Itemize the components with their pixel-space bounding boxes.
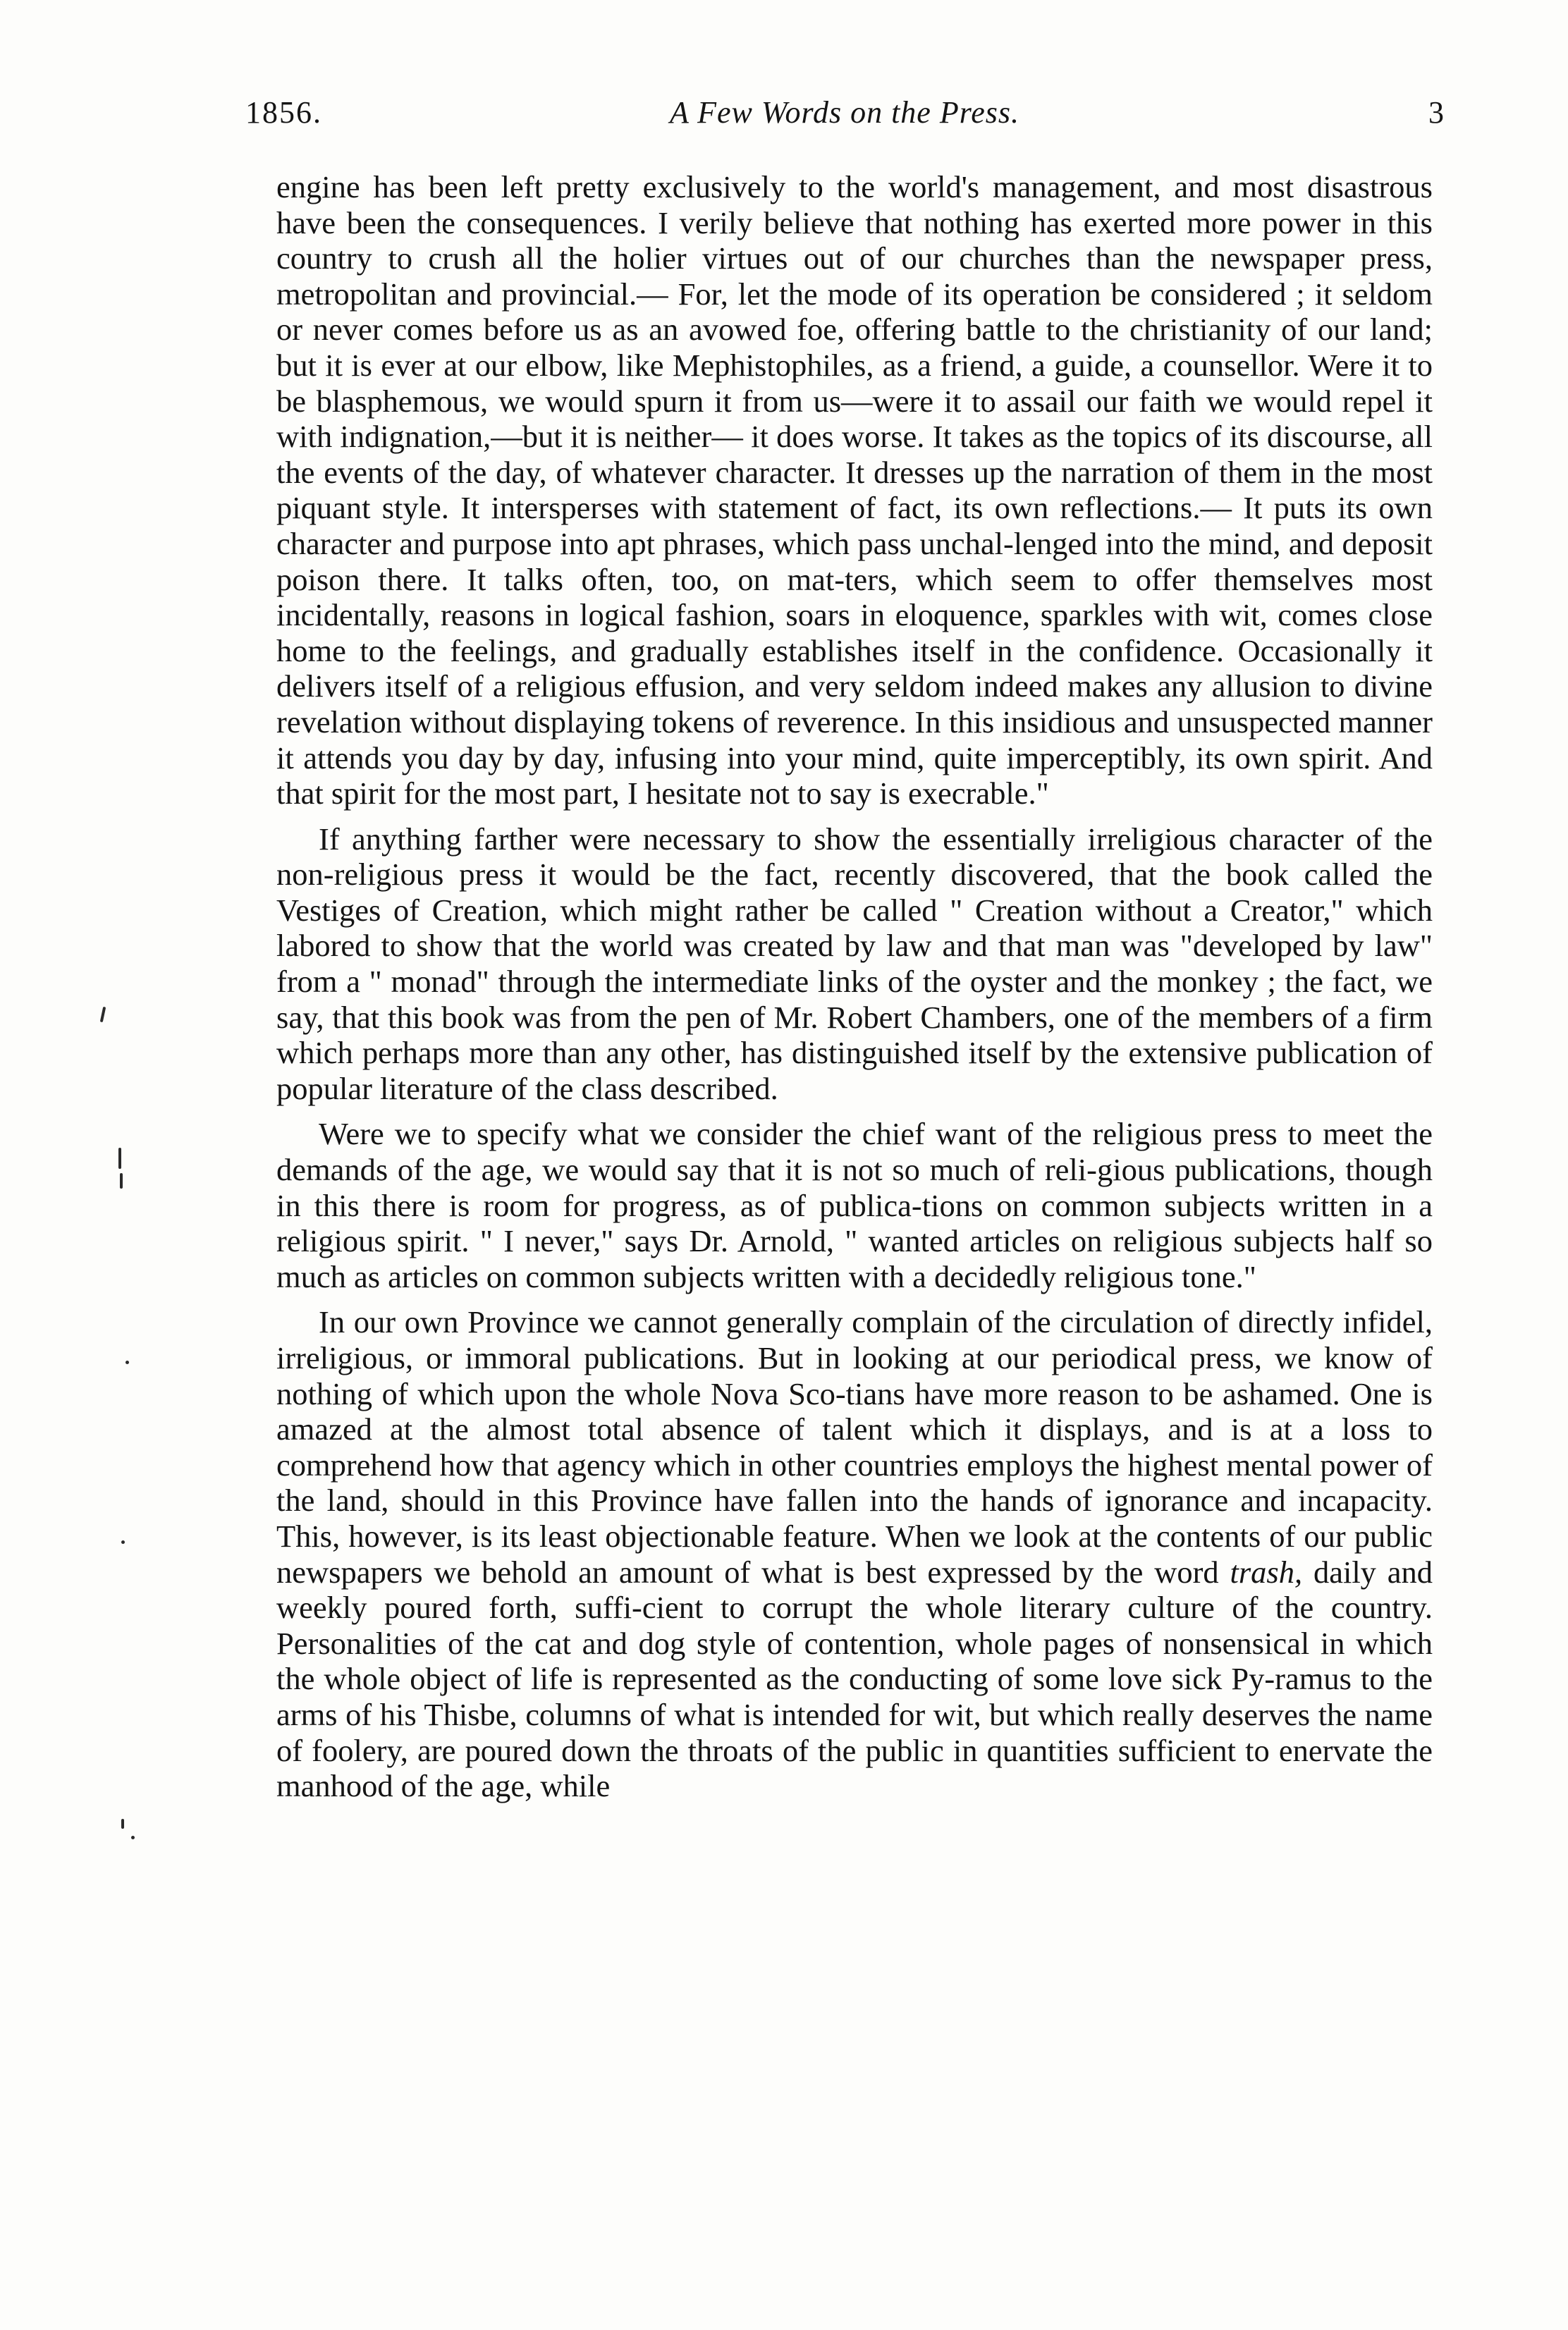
- running-head-title: A Few Words on the Press.: [670, 95, 1019, 130]
- margin-dot: [121, 1540, 125, 1544]
- paragraph: [276, 1116, 1433, 1294]
- running-head: [245, 94, 1444, 144]
- margin-mark: [100, 1007, 106, 1022]
- paragraph: [276, 821, 1433, 1107]
- paragraph-text: If anything farther were necessary to show the essentially irreligious character of the non-religious press it would be the fact, recently discovered, that the book called the Vestiges of Creation, which might rather be called " Creation without a Creator," which labored to show that the world was created by law and that man was "developed by law" from a " monad" through the intermediate links of the oyster and the monkey ; the fact, we say, that this book was from the pen of Mr. Robert Chambers, one of the members of a firm which perhaps more than any other, has distinguished itself by the extensive publication of popular literature of the class described.: [276, 821, 1433, 1106]
- paragraph-text: Were we to specify what we consider the chief want of the religious press to meet the demands of the age, we would say that it is not so much of reli-gious publications, though in this there is room for progress, as of publica-tions on common subjects written in a religious spirit. " I never," says Dr. Arnold, " wanted articles on religious subjects half so much as articles on common subjects written with a decidedly religious tone.": [276, 1116, 1433, 1294]
- paragraph-text: engine has been left pretty exclusively to the world's management, and most disastrous have been the consequences. I verily believe that nothing has exerted more power in this country to crush all the holier virtues out of our churches than the newspaper press, metropolitan and provincial.— For, let the mode of its operation be considered ; it seldom or never comes before us as an avowed foe, offering battle to the christianity of our land; but it is ever at our elbow, like Mephistophiles, as a friend, a guide, a counsellor. Were it to be blasphemous, we would spurn it from us—were it to assail our faith we would repel it with indignation,—but it is neither— it does worse. It takes as the topics of its discourse, all the events of the day, of whatever character. It dresses up the narration of them in the most piquant style. It intersperses with statement of fact, its own reflections.— It puts its own character and purpose into apt phrases, which pass unchal-lenged into the mind, and deposit poison there. It talks often, too, on mat-ters, which seem to offer themselves most incidentally, reasons in logical fashion, soars in eloquence, sparkles with wit, comes close home to the feelings, and gradually establishes itself in the confidence. Occasionally it delivers itself of a religious effusion, and very seldom indeed makes any allusion to divine revelation without displaying tokens of reverence. In this insidious and unsuspected manner it attends you day by day, infusing into your mind, quite imperceptibly, its own spirit. And that spirit for the most part, I hesitate not to say is execrable.": [276, 169, 1433, 811]
- margin-mark: [118, 1148, 121, 1169]
- italic-text: trash,: [1230, 1554, 1303, 1590]
- paragraph-text: In our own Province we cannot generally complain of the circulation of directly infidel, irreligious, or immoral publications. But in looking at our periodical press, we know of nothing of which upon the whole Nova Sco-tians have more reason to be ashamed. One is amazed at the almost total absence of talent which it displays, and is at a loss to comprehend how that agency which in other countries employs the highest mental power of the land, should in this Province have fallen into the hands of ignorance and incapacity. This, however, is its least objectionable feature. When we look at the contents of our public newspapers we behold an amount of what is best expressed by the word: [276, 1304, 1433, 1590]
- page-number: 3: [1428, 95, 1444, 130]
- paragraph: [276, 1304, 1433, 1803]
- margin-dot: [125, 1361, 129, 1364]
- body-text: [276, 169, 1433, 1804]
- margin-dot: [131, 1836, 135, 1839]
- paragraph-text: daily and weekly poured forth, suffi-cient to corrupt the whole literary culture of the country. Personalities of the cat and dog style of contention, whole pages of nonsensical in which the whole object of life is represented as the conducting of some love sick Py-ramus to the arms of his Thisbe, columns of what is intended for wit, but which really deserves the name of foolery, are poured down the throats of the public in quantities sufficient to enervate the manhood of the age, while: [276, 1554, 1433, 1804]
- paragraph: [276, 169, 1433, 811]
- margin-mark: [121, 1819, 124, 1829]
- running-head-year: 1856.: [245, 95, 322, 130]
- margin-mark: [120, 1173, 123, 1189]
